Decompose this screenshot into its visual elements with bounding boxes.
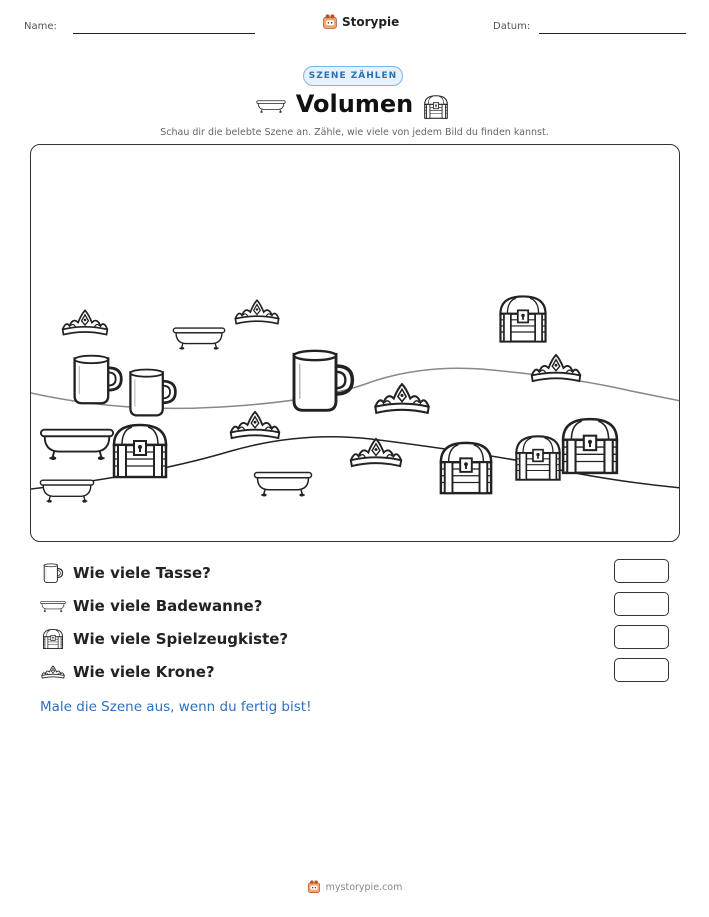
storypie-logo-icon — [307, 880, 321, 894]
question-text: Wie viele Spielzeugkiste? — [73, 630, 289, 648]
question-text: Wie viele Tasse? — [73, 564, 211, 582]
scene-frame — [30, 144, 680, 542]
page-subtitle: Schau dir die belebte Szene an. Zähle, wie viele von jedem Bild du finden kannst. — [160, 127, 549, 138]
title-toy-chest-icon — [423, 94, 449, 120]
question-mug — [40, 559, 680, 587]
toy-chest-icon — [441, 443, 491, 493]
page-title: Volumen — [295, 90, 414, 118]
storypie-logo-icon — [322, 14, 338, 30]
mug-icon — [40, 562, 66, 584]
crown-icon — [375, 384, 428, 413]
mug-icon — [75, 356, 122, 404]
brand-name: Storypie — [342, 15, 400, 29]
answer-box-bathtub[interactable] — [614, 592, 669, 616]
brand-logo — [322, 14, 399, 30]
toy-chest-icon — [563, 419, 617, 473]
bathtub-icon — [255, 473, 312, 497]
crown-icon — [532, 355, 581, 381]
question-bathtub — [40, 592, 680, 620]
date-line[interactable] — [539, 33, 686, 34]
name-line[interactable] — [73, 33, 255, 34]
bathtub-icon — [41, 430, 113, 460]
crown-icon — [351, 439, 401, 466]
crown-icon — [63, 310, 108, 334]
mug-icon — [294, 351, 352, 411]
date-label: Datum: — [493, 21, 531, 32]
crown-icon — [231, 412, 280, 438]
answer-box-toy-chest[interactable] — [614, 625, 669, 649]
question-text: Wie viele Badewanne? — [73, 597, 263, 615]
coloring-instruction: Male die Szene aus, wenn du fertig bist! — [40, 699, 312, 715]
crown-icon — [235, 300, 278, 323]
footer-site: mystorypie.com — [325, 881, 403, 893]
question-text: Wie viele Krone? — [73, 663, 215, 681]
question-toy-chest — [40, 625, 680, 653]
scene-count-badge: SZENE ZÄHLEN — [303, 66, 403, 86]
scene-illustration — [31, 145, 680, 542]
bathtub-icon — [40, 595, 66, 617]
answer-box-mug[interactable] — [614, 559, 669, 583]
bathtub-icon — [173, 328, 224, 350]
bathtub-icon — [40, 480, 93, 502]
name-label: Name: — [24, 21, 57, 32]
toy-chest-icon — [516, 436, 559, 479]
answer-box-crown[interactable] — [614, 658, 669, 682]
toy-chest-icon — [40, 628, 66, 650]
toy-chest-icon — [114, 425, 166, 477]
toy-chest-icon — [500, 296, 545, 341]
footer — [0, 880, 709, 894]
question-crown — [40, 658, 680, 686]
crown-icon — [40, 661, 66, 683]
